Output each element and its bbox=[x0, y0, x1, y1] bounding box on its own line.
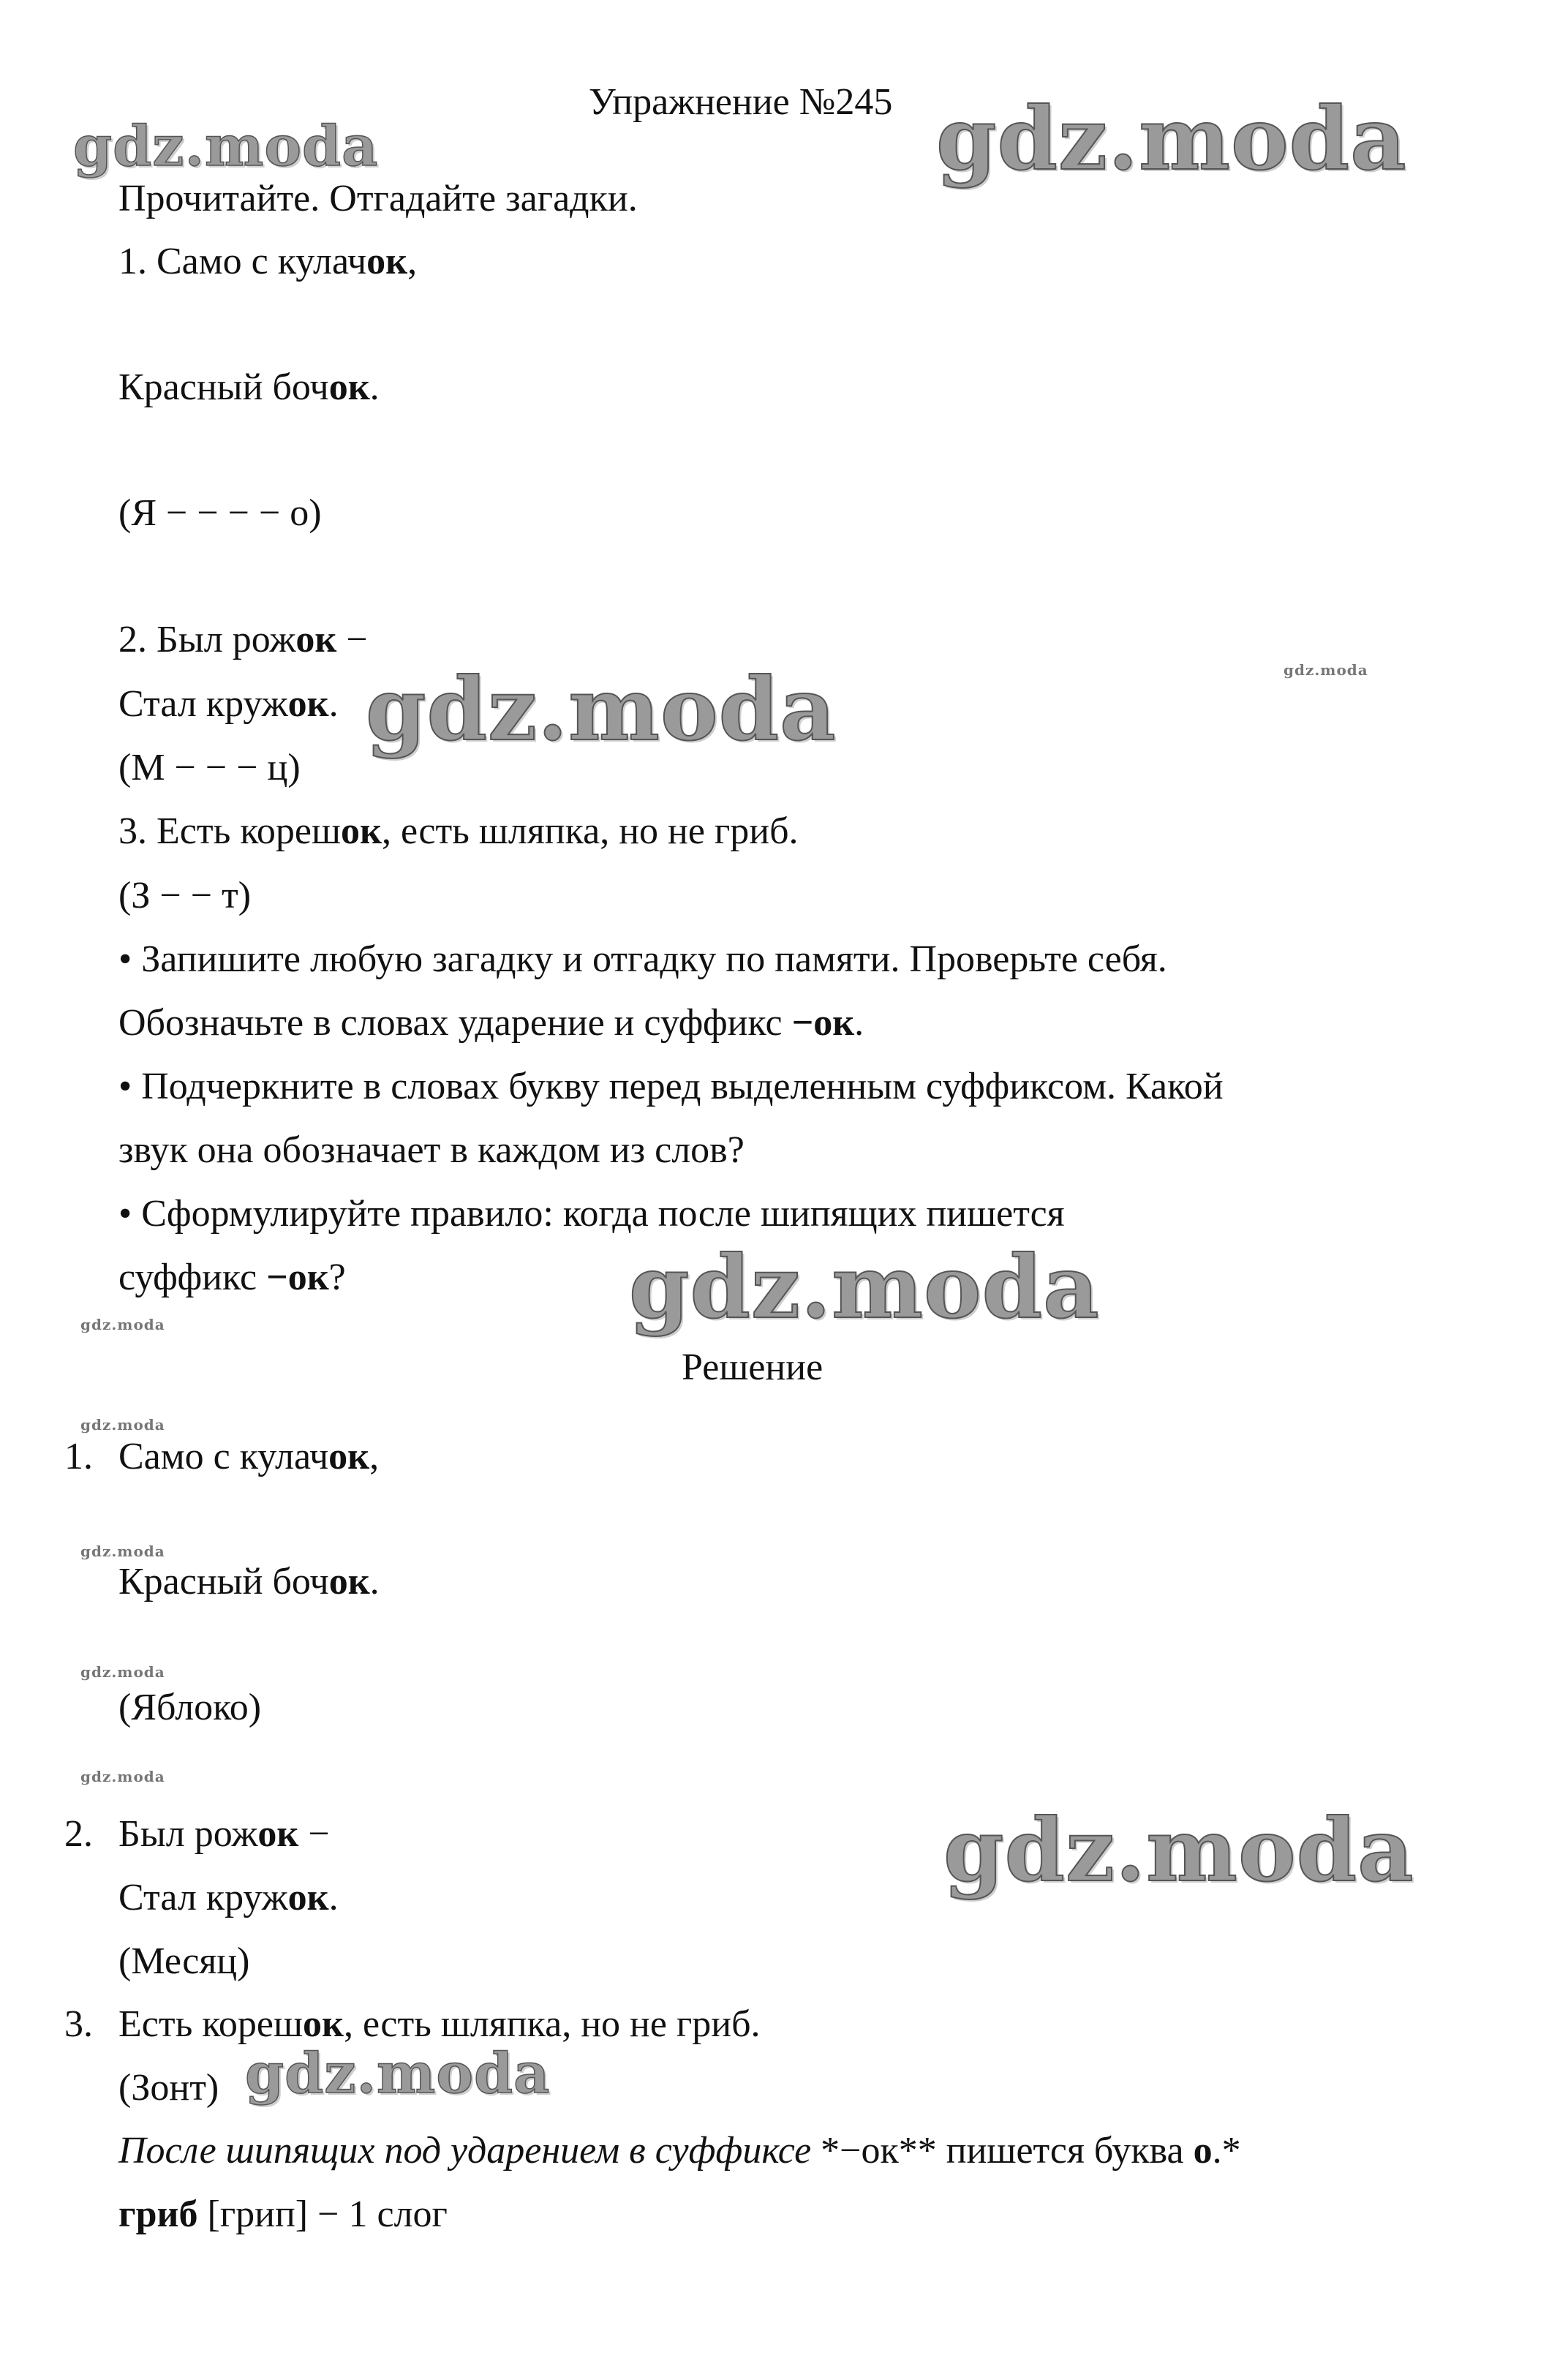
solution-number-1: 1. bbox=[64, 1436, 93, 1477]
solution-number-3: 3. bbox=[64, 2003, 93, 2045]
watermark: gdz.moda bbox=[1284, 661, 1368, 679]
watermark: gdz.moda bbox=[943, 1799, 1414, 1901]
task-2-line-1: • Подчеркните в словах букву перед выделенным суффиксом. Какой bbox=[118, 1066, 1224, 1107]
task-2-line-2: звук она обозначает в каждом из слов? bbox=[118, 1129, 745, 1171]
watermark: gdz.moda bbox=[73, 113, 379, 178]
answer-2-line-2: Стал кружок. bbox=[118, 1877, 339, 1918]
riddle-2-line-1: 2. Был рожок − bbox=[118, 619, 368, 660]
watermark: gdz.moda bbox=[629, 1236, 1100, 1338]
watermark: gdz.moda bbox=[80, 1543, 165, 1560]
solution-number-2: 2. bbox=[64, 1813, 93, 1855]
answer-1-line-1: Само с кулачок, bbox=[118, 1436, 380, 1477]
exercise-title: Упражнение №245 bbox=[589, 81, 893, 123]
task-1-line-2: Обозначьте в словах ударение и суффикс −ок. bbox=[118, 1002, 864, 1044]
watermark: gdz.moda bbox=[80, 1663, 165, 1681]
riddle-1-hint: (Я − − − − о) bbox=[118, 492, 322, 534]
answer-3-line-1: Есть корешок, есть шляпка, но не гриб. bbox=[118, 2003, 761, 2045]
riddle-1-line-1: 1. Само с кулачок, bbox=[118, 241, 418, 282]
riddle-1-line-2: Красный бочок. bbox=[118, 366, 380, 408]
riddle-2-line-2: Стал кружок. bbox=[118, 683, 339, 725]
answer-2-line-1: Был рожок − bbox=[118, 1813, 330, 1855]
syllable-note: гриб [грип] − 1 слог bbox=[118, 2193, 448, 2235]
watermark: gdz.moda bbox=[366, 658, 837, 760]
answer-2: (Месяц) bbox=[118, 1940, 250, 1982]
watermark: gdz.moda bbox=[80, 1316, 165, 1333]
rule-text: После шипящих под ударением в суффиксе *−ок** пишется буква о.* bbox=[118, 2130, 1241, 2172]
answer-3: (Зонт) bbox=[118, 2067, 219, 2109]
riddle-3-line-1: 3. Есть корешок, есть шляпка, но не гриб. bbox=[118, 810, 799, 852]
answer-1-line-2: Красный бочок. bbox=[118, 1561, 380, 1602]
task-1-line-1: • Запишите любую загадку и отгадку по памяти. Проверьте себя. bbox=[118, 938, 1167, 980]
riddle-2-hint: (М − − − ц) bbox=[118, 747, 301, 788]
answer-1: (Яблоко) bbox=[118, 1687, 262, 1728]
task-3-line-1: • Сформулируйте правило: когда после шипящих пишется bbox=[118, 1193, 1065, 1235]
watermark: gdz.moda bbox=[80, 1416, 165, 1434]
watermark: gdz.moda bbox=[80, 1768, 165, 1785]
watermark: gdz.moda bbox=[245, 2041, 551, 2106]
instruction: Прочитайте. Отгадайте загадки. bbox=[118, 178, 638, 219]
solution-heading: Решение bbox=[682, 1347, 823, 1388]
task-3-line-2: суффикс −ок? bbox=[118, 1257, 346, 1298]
riddle-3-hint: (З − − т) bbox=[118, 875, 252, 916]
watermark: gdz.moda bbox=[936, 88, 1407, 189]
